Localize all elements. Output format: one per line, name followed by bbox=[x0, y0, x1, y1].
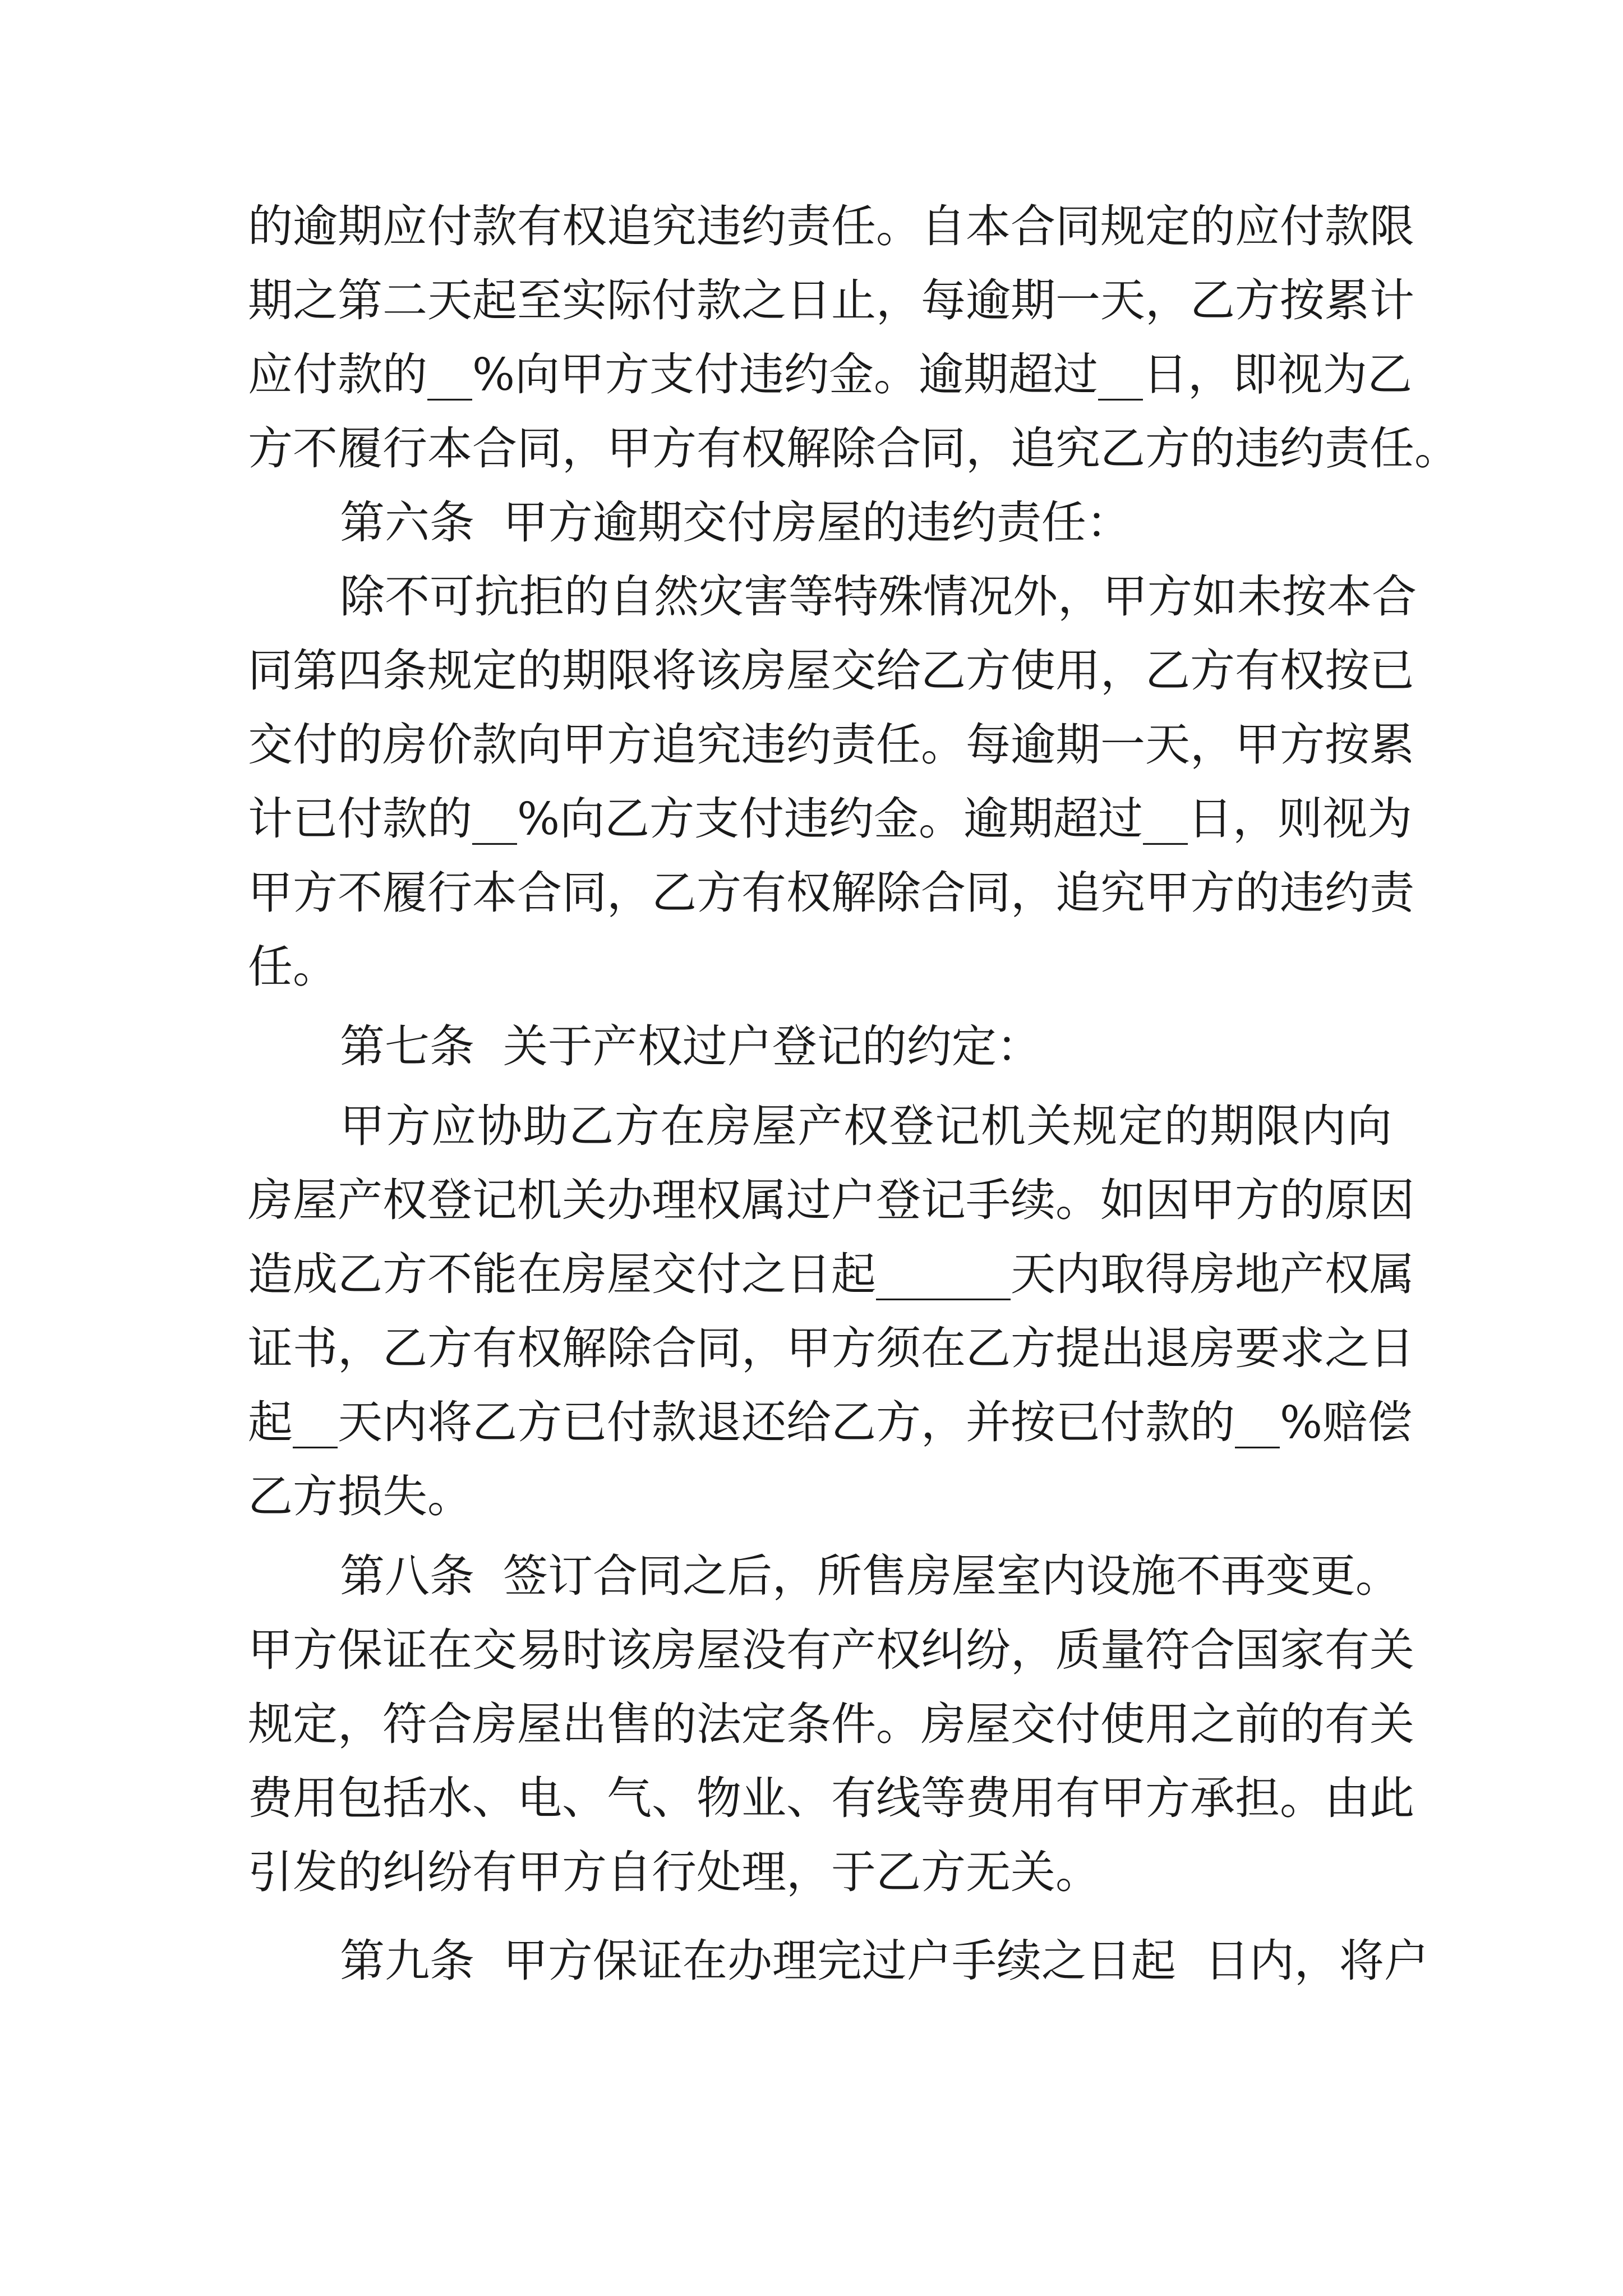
paragraph-line: 甲方保证在交易时该房屋没有产权纠纷，质量符合国家有关 bbox=[248, 1624, 1414, 1676]
paragraph-line: 方不履行本合同，甲方有权解除合同，追究乙方的违约责任。 bbox=[248, 422, 1459, 475]
contract-body bbox=[248, 190, 1459, 1998]
paragraph-line: 除不可抗拒的自然灾害等特殊情况外，甲方如未按本合 bbox=[340, 570, 1417, 623]
paragraph-line: 计已付款的__%向乙方支付违约金。逾期超过__日，则视为 bbox=[248, 793, 1413, 845]
article-heading: 第七条 关于产权过户登记的约定： bbox=[340, 1020, 1041, 1073]
article-heading: 第八条 签订合同之后，所售房屋室内设施不再变更。 bbox=[340, 1550, 1400, 1602]
paragraph-line: 起__天内将乙方已付款退还给乙方，并按已付款的__%赔偿 bbox=[248, 1396, 1413, 1448]
paragraph-line: 规定，符合房屋出售的法定条件。房屋交付使用之前的有关 bbox=[248, 1698, 1414, 1750]
paragraph-line: 应付款的__%向甲方支付违约金。逾期超过__日，即视为乙 bbox=[248, 348, 1413, 401]
paragraph-line: 任。 bbox=[248, 941, 338, 993]
paragraph-line: 同第四条规定的期限将该房屋交给乙方使用，乙方有权按已 bbox=[248, 645, 1414, 697]
paragraph-line: 的逾期应付款有权追究违约责任。自本合同规定的应付款限 bbox=[248, 200, 1414, 252]
paragraph-line: 房屋产权登记机关办理权属过户登记手续。如因甲方的原因 bbox=[248, 1174, 1414, 1226]
article-heading: 第九条 甲方保证在办理完过户手续之日起 日内，将户 bbox=[340, 1935, 1429, 1987]
paragraph-line: 甲方应协助乙方在房屋产权登记机关规定的期限内向 bbox=[340, 1100, 1392, 1152]
paragraph-line: 甲方不履行本合同，乙方有权解除合同，追究甲方的违约责 bbox=[248, 867, 1414, 919]
paragraph-line: 引发的纠纷有甲方自行处理，于乙方无关。 bbox=[248, 1846, 1100, 1898]
article-heading: 第六条 甲方逾期交付房屋的违约责任： bbox=[340, 496, 1131, 549]
paragraph-line: 证书，乙方有权解除合同，甲方须在乙方提出退房要求之日 bbox=[248, 1322, 1414, 1374]
paragraph-line: 交付的房价款向甲方追究违约责任。每逾期一天，甲方按累 bbox=[248, 719, 1414, 771]
paragraph-line: 造成乙方不能在房屋交付之日起______天内取得房地产权属 bbox=[248, 1248, 1414, 1300]
paragraph-line: 费用包括水、电、气、物业、有线等费用有甲方承担。由此 bbox=[248, 1772, 1414, 1824]
paragraph-line: 期之第二天起至实际付款之日止，每逾期一天，乙方按累计 bbox=[248, 274, 1414, 326]
paragraph-line: 乙方损失。 bbox=[248, 1470, 472, 1522]
